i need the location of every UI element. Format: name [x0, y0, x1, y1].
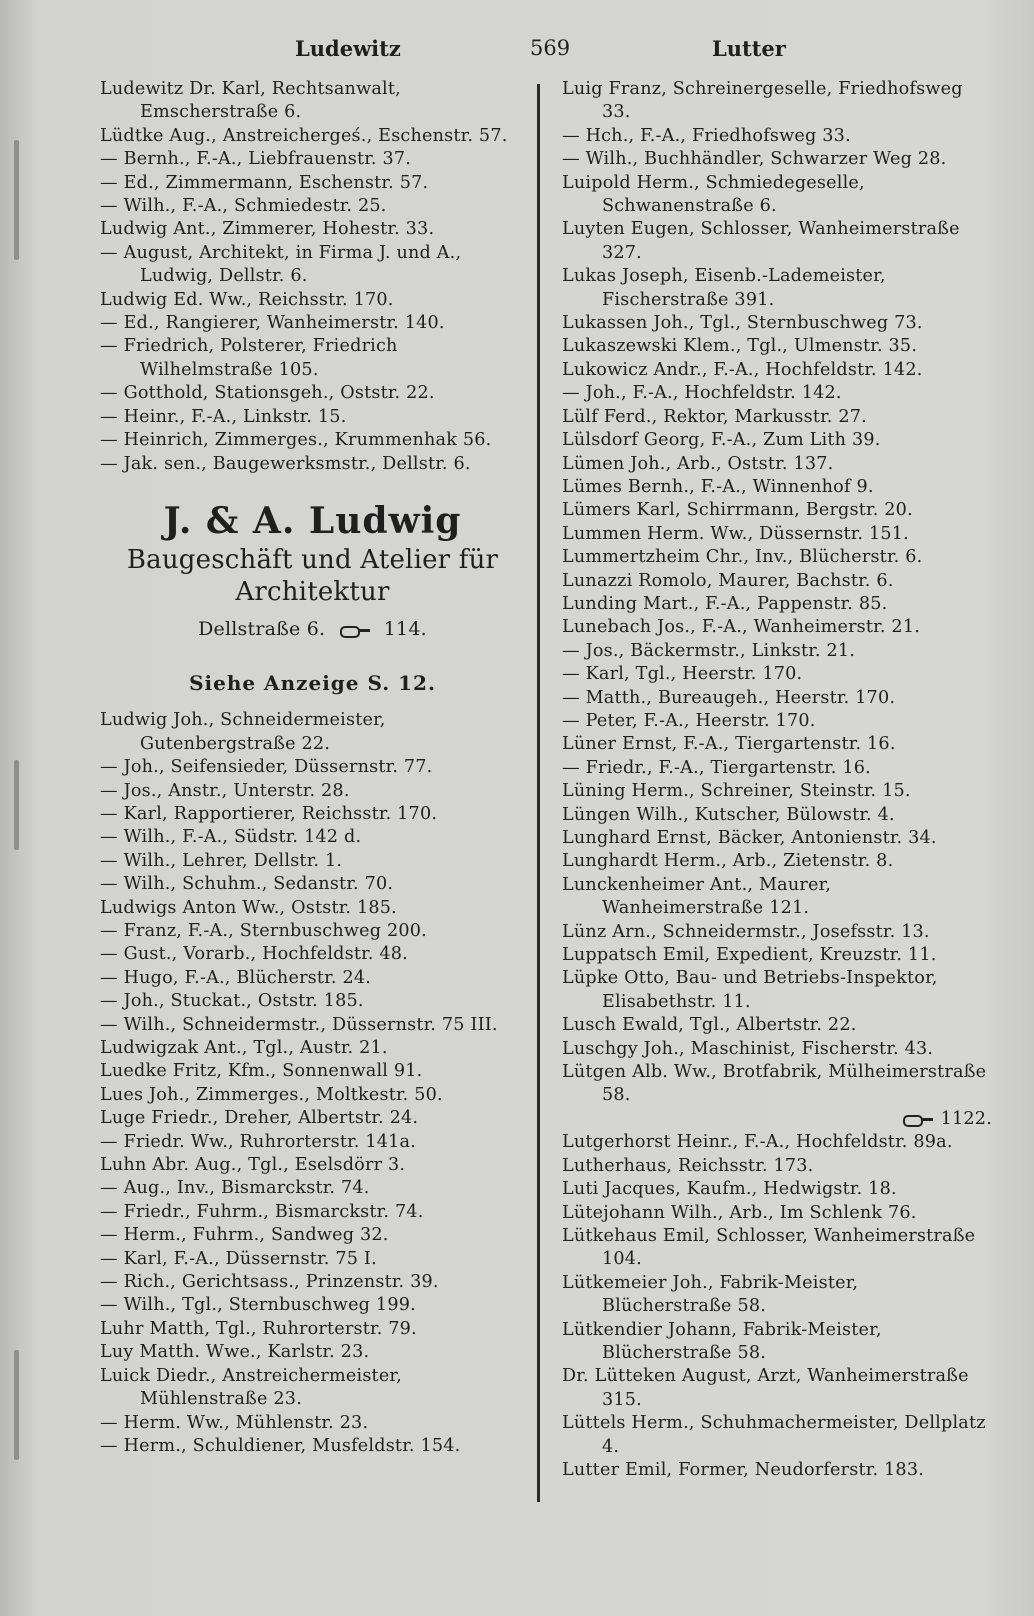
directory-entry: Lüpke Otto, Bau- und Betriebs-Inspektor, Elisabethstr. 11.: [562, 968, 938, 1012]
directory-entry: Lukas Joseph, Eisenb.-Lademeister, Fischerstraße 391.: [562, 266, 886, 310]
directory-entry: Lüdtke Aug., Anstreichergeś., Eschenstr. 57.: [100, 125, 508, 146]
directory-entry: — Jak. sen., Baugewerksmstr., Dellstr. 6.: [100, 453, 471, 474]
telephone-icon: [901, 1113, 935, 1125]
directory-entry: Lütkendier Johann, Fabrik-Meister, Blücherstraße 58.: [562, 1319, 882, 1363]
ad-reference: Siehe Anzeige S. 12.: [189, 670, 436, 695]
directory-entry: Luy Matth. Wwe., Karlstr. 23.: [100, 1342, 370, 1363]
directory-entry: Ludwig Joh., Schneidermeister, Gutenbergstraße 22.: [100, 710, 386, 754]
directory-entry: Lümes Bernh., F.-A., Winnenhof 9.: [562, 476, 874, 497]
directory-entry: Lukowicz Andr., F.-A., Hochfeldstr. 142.: [562, 359, 923, 380]
directory-entry: Lutherhaus, Reichsstr. 173.: [562, 1155, 814, 1176]
ad-address-line: [100, 614, 525, 644]
directory-entry: Luyten Eugen, Schlosser, Wanheimerstraße 327.: [562, 219, 960, 263]
directory-entry: Lüner Ernst, F.-A., Tiergartenstr. 16.: [562, 734, 896, 755]
entry-phone: 1122.: [940, 1108, 992, 1129]
directory-entry: — Joh., F.-A., Hochfeldstr. 142.: [562, 383, 842, 404]
directory-entry: — Jos., Anstr., Unterstr. 28.: [100, 780, 350, 801]
directory-entry: Luschgy Joh., Maschinist, Fischerstr. 43.: [562, 1038, 934, 1059]
directory-entry: — Rich., Gerichtsass., Prinzenstr. 39.: [100, 1272, 439, 1293]
directory-entry: Luppatsch Emil, Expedient, Kreuzstr. 11.: [562, 945, 937, 966]
directory-entry: — Peter, F.-A., Heerstr. 170.: [562, 710, 816, 731]
left-column: [100, 78, 525, 1458]
directory-entry: Luipold Herm., Schmiedegeselle, Schwanenstraße 6.: [562, 172, 865, 217]
directory-entry: Lunding Mart., F.-A., Pappenstr. 85.: [562, 593, 888, 614]
directory-entry: — Wilh., F.-A., Schmiedestr. 25.: [100, 196, 387, 217]
directory-entry: Lüttels Herm., Schuhmachermeister, Dellplatz 4.: [562, 1413, 986, 1457]
directory-entry: — Aug., Inv., Bismarckstr. 74.: [100, 1178, 370, 1199]
directory-entry: — Karl, Tgl., Heerstr. 170.: [562, 664, 803, 685]
directory-entry: — Gust., Vorarb., Hochfeldstr. 48.: [100, 944, 408, 965]
telephone-icon: [338, 624, 372, 636]
ad-subtitle-2: Architektur: [235, 576, 390, 607]
directory-entry: — Gotthold, Stationsgeh., Oststr. 22.: [100, 383, 435, 404]
directory-entry: — Friedrich, Polsterer, Friedrich Wilhelmstraße 105.: [100, 336, 398, 380]
directory-entry: — Hugo, F.-A., Blücherstr. 24.: [100, 967, 372, 988]
directory-entry: Lüngen Wilh., Kutscher, Bülowstr. 4.: [562, 804, 895, 825]
right-column: [562, 78, 992, 1482]
directory-entry: — Wilh., Tgl., Sternbuschweg 199.: [100, 1295, 416, 1316]
directory-entry: Lutter Emil, Former, Neudorferstr. 183.: [562, 1459, 925, 1480]
directory-entry: Lunckenheimer Ant., Maurer, Wanheimerstraße 121.: [562, 874, 832, 919]
directory-entry: Lüning Herm., Schreiner, Steinstr. 15.: [562, 781, 911, 802]
header-left-keyword: Ludewitz: [295, 36, 401, 61]
directory-entry: — Friedr. Ww., Ruhrorterstr. 141a.: [100, 1131, 417, 1152]
directory-entry: Lütgen Alb. Ww., Brotfabrik, Mülheimerstraße 58.: [562, 1062, 987, 1106]
directory-entry: Ludwig Ant., Zimmerer, Hohestr. 33.: [100, 219, 435, 240]
directory-entry: Lunghardt Herm., Arb., Zietenstr. 8.: [562, 851, 894, 872]
directory-entry: — Friedr., F.-A., Tiergartenstr. 16.: [562, 757, 871, 778]
directory-entry: Lünz Arn., Schneidermstr., Josefsstr. 13.: [562, 921, 930, 942]
directory-entry: — Bernh., F.-A., Liebfrauenstr. 37.: [100, 149, 412, 170]
directory-entry: Luick Diedr., Anstreichermeister, Mühlenstraße 23.: [100, 1365, 402, 1410]
entry-list-a: [100, 78, 525, 476]
directory-entry: — Wilh., Lehrer, Dellstr. 1.: [100, 850, 343, 871]
directory-entry: — Hch., F.-A., Friedhofsweg 33.: [562, 125, 851, 146]
page-header: [100, 28, 980, 68]
directory-entry: Lukaszewski Klem., Tgl., Ulmenstr. 35.: [562, 336, 918, 357]
directory-entry: Lütkemeier Joh., Fabrik-Meister, Blücherstraße 58.: [562, 1272, 859, 1317]
directory-entry: Lutgerhorst Heinr., F.-A., Hochfeldstr. 89a.: [562, 1132, 953, 1153]
entry-list-b: [100, 709, 525, 1458]
directory-entry: Lummertzheim Chr., Inv., Blücherstr. 6.: [562, 547, 923, 568]
directory-entry: — Karl, Rapportierer, Reichsstr. 170.: [100, 803, 438, 824]
column-divider: [537, 84, 540, 1502]
directory-entry: — Wilh., Buchhändler, Schwarzer Weg 28.: [562, 149, 947, 170]
directory-entry: — Herm., Schuldiener, Musfeldstr. 154.: [100, 1435, 461, 1456]
directory-entry: Lunghard Ernst, Bäcker, Antonienstr. 34.: [562, 828, 937, 848]
directory-entry: — Heinrich, Zimmerges., Krummenhak 56.: [100, 430, 492, 451]
binding-mark: [14, 1350, 19, 1460]
directory-entry: — Heinr., F.-A., Linkstr. 15.: [100, 406, 347, 427]
directory-entry: Lues Joh., Zimmerges., Moltkestr. 50.: [100, 1084, 443, 1105]
directory-entry: Dr. Lütteken August, Arzt, Wanheimerstraße 315.: [562, 1366, 969, 1410]
entry-phone-line: [562, 1108, 992, 1131]
entry-list-right: [562, 78, 992, 1482]
page-number: 569: [530, 36, 571, 60]
directory-entry: Lümen Joh., Arb., Oststr. 137.: [562, 453, 834, 474]
directory-entry: — Joh., Seifensieder, Düssernstr. 77.: [100, 757, 433, 778]
directory-entry: — Herm. Ww., Mühlenstr. 23.: [100, 1412, 369, 1433]
directory-entry: Lunebach Jos., F.-A., Wanheimerstr. 21.: [562, 617, 921, 638]
directory-entry: — Wilh., Schneidermstr., Düssernstr. 75 III.: [100, 1014, 498, 1035]
directory-entry: Luig Franz, Schreinergeselle, Friedhofsweg 33.: [562, 79, 963, 123]
directory-entry: Lütkehaus Emil, Schlosser, Wanheimerstraße 104.: [562, 1225, 976, 1270]
directory-entry: — August, Architekt, in Firma J. und A., Ludwig, Dellstr. 6.: [100, 242, 462, 287]
advertisement: [100, 498, 525, 695]
directory-entry: Ludwigzak Ant., Tgl., Austr. 21.: [100, 1038, 388, 1058]
directory-entry: — Matth., Bureaugeh., Heerstr. 170.: [562, 687, 896, 708]
directory-entry: — Karl, F.-A., Düssernstr. 75 I.: [100, 1248, 377, 1269]
directory-entry: Ludwig Ed. Ww., Reichsstr. 170.: [100, 289, 394, 310]
directory-entry: Lütejohann Wilh., Arb., Im Schlenk 76.: [562, 1202, 917, 1223]
directory-entry: — Friedr., Fuhrm., Bismarckstr. 74.: [100, 1201, 424, 1222]
directory-entry: — Wilh., F.-A., Südstr. 142 d.: [100, 827, 362, 848]
header-right-keyword: Lutter: [712, 36, 786, 61]
directory-entry: — Ed., Zimmermann, Eschenstr. 57.: [100, 172, 429, 193]
binding-mark: [14, 140, 19, 260]
directory-entry: Luhn Abr. Aug., Tgl., Eselsdörr 3.: [100, 1155, 406, 1176]
directory-entry: — Jos., Bäckermstr., Linkstr. 21.: [562, 640, 856, 661]
binding-mark: [14, 760, 19, 850]
directory-entry: Lukassen Joh., Tgl., Sternbuschweg 73.: [562, 313, 923, 334]
directory-entry: Ludwigs Anton Ww., Oststr. 185.: [100, 897, 397, 918]
directory-entry: Lümers Karl, Schirrmann, Bergstr. 20.: [562, 500, 913, 521]
directory-entry: Lunazzi Romolo, Maurer, Bachstr. 6.: [562, 570, 894, 591]
ad-phone: 114.: [383, 617, 427, 640]
directory-entry: Lülsdorf Georg, F.-A., Zum Lith 39.: [562, 430, 881, 451]
directory-entry: — Joh., Stuckat., Oststr. 185.: [100, 991, 364, 1012]
ad-title: J. & A. Ludwig: [163, 499, 462, 542]
directory-entry: Luhr Matth, Tgl., Ruhrorterstr. 79.: [100, 1318, 417, 1339]
directory-entry: — Ed., Rangierer, Wanheimerstr. 140.: [100, 313, 445, 334]
directory-entry: Ludewitz Dr. Karl, Rechtsanwalt, Emscherstraße 6.: [100, 79, 401, 123]
directory-entry: Lummen Herm. Ww., Düssernstr. 151.: [562, 523, 909, 544]
ad-subtitle: Baugeschäft und Atelier für: [126, 544, 499, 575]
directory-entry: — Wilh., Schuhm., Sedanstr. 70.: [100, 874, 394, 895]
directory-entry: Lusch Ewald, Tgl., Albertstr. 22.: [562, 1015, 857, 1036]
directory-entry: Luti Jacques, Kaufm., Hedwigstr. 18.: [562, 1179, 897, 1200]
directory-entry: Luge Friedr., Dreher, Albertstr. 24.: [100, 1108, 419, 1129]
directory-entry: — Franz, F.-A., Sternbuschweg 200.: [100, 920, 427, 941]
ad-address: Dellstraße 6.: [198, 617, 326, 640]
directory-entry: Lülf Ferd., Rektor, Markusstr. 27.: [562, 406, 867, 427]
directory-entry: Luedke Fritz, Kfm., Sonnenwall 91.: [100, 1061, 423, 1082]
directory-entry: — Herm., Fuhrm., Sandweg 32.: [100, 1225, 389, 1246]
